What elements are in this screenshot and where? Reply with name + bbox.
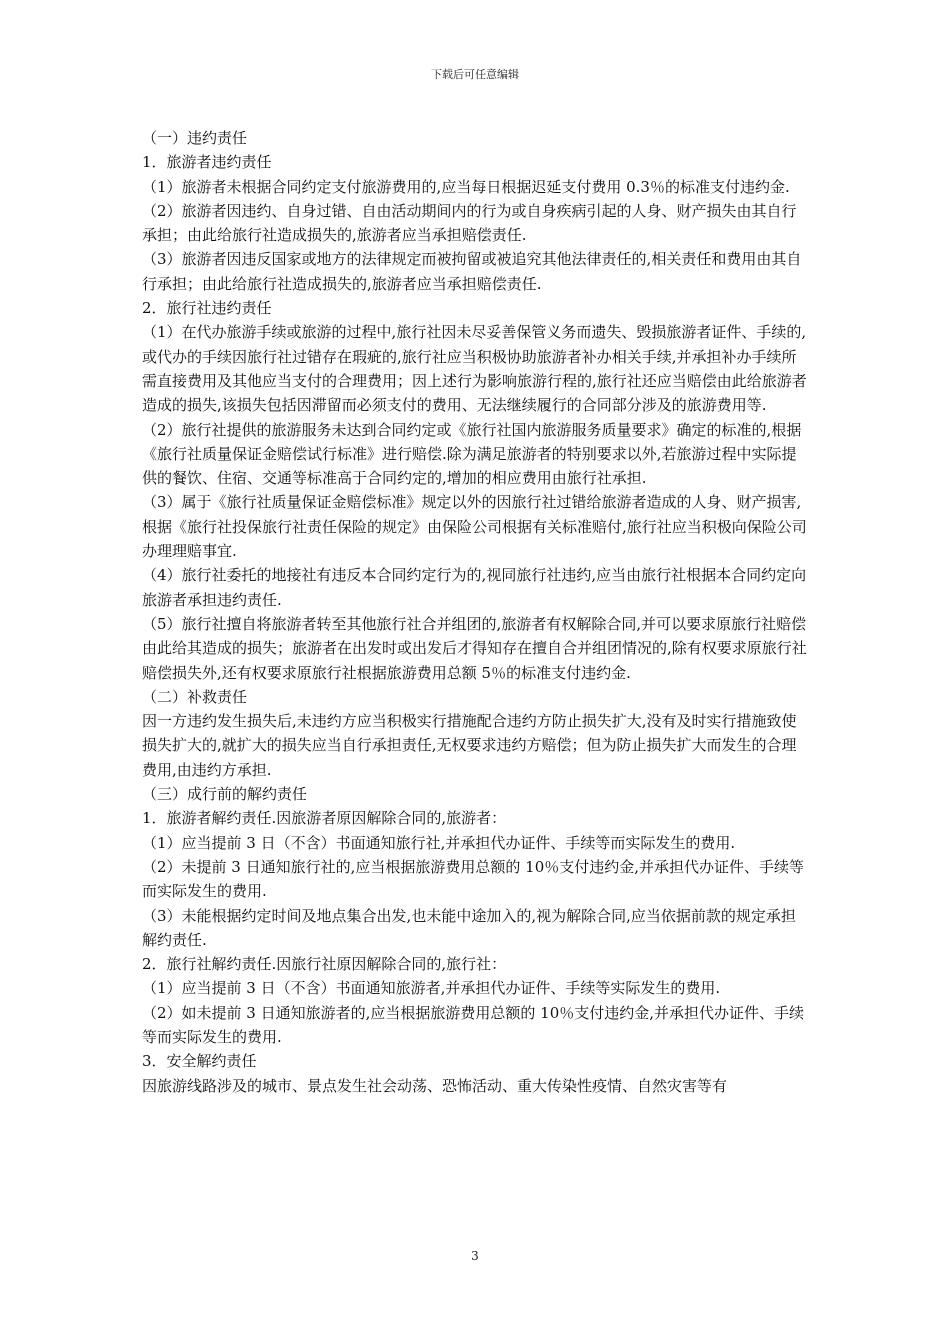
paragraph: （2）未提前 3 日通知旅行社的,应当根据旅游费用总额的 10％支付违约金,并承担代办证件、手续等而实际发生的费用. (142, 857, 805, 901)
section-heading: （一）违约责任 (142, 129, 248, 147)
paragraph: （4）旅行社委托的地接社有违反本合同约定行为的,视同旅行社违约,应当由旅行社根据本合同约定向旅游者承担违约责任. (142, 566, 807, 609)
subsection-heading: 2．旅行社解约责任.因旅行社原因解除合同的,旅行社： (142, 955, 507, 974)
paragraph: （5）旅行社擅自将旅游者转至其他旅行社合并组团的,旅游者有权解除合同,并可以要求原旅行社赔偿由此给其造成的损失；旅游者在出发时或出发后才得知存在擅自合并组团情况的,除有权要求原旅行社赔偿损失外,还有权要求原旅行社根据旅游费用总额 5％的标准支付违约金. (142, 614, 807, 682)
paragraph: （3）旅游者因违反国家或地方的法律规定而被拘留或被追究其他法律责任的,相关责任和费用由其自行承担；由此给旅行社造成损失的,旅游者应当承担赔偿责任. (142, 250, 802, 293)
section-heading: （二）补救责任 (142, 687, 248, 706)
paragraph: （2）如未提前 3 日通知旅游者的,应当根据旅游费用总额的 10％支付违约金,并承担代办证件、手续等而实际发生的费用. (142, 1003, 805, 1046)
subsection-heading: 2．旅行社违约责任 (142, 299, 272, 318)
page-header: 下载后可任意编辑 (431, 68, 519, 81)
paragraph: （1）在代办旅游手续或旅游的过程中,旅行社因未尽妥善保管义务而遗失、毁损旅游者证件、手续的,或代办的手续因旅行社过错存在瑕疵的,旅行社应当积极协助旅游者补办相关手续,并承担补办手续所需直接费用及其他应当支付的合理费用；因上述行为影响旅游行程的,旅行社还应当赔偿由此给旅游者造成的损失,该损失包括因滞留而必须支付的费用、无法继续履行的合同部分涉及的旅游费用等. (142, 323, 807, 415)
paragraph: （1）应当提前 3 日（不含）书面通知旅行社,并承担代办证件、手续等而实际发生的费用. (142, 833, 736, 852)
paragraph: （1）旅游者未根据合同约定支付旅游费用的,应当每日根据迟延支付费用 0.3％的标准支付违约金. (142, 177, 790, 196)
page-number: 3 (471, 1249, 479, 1263)
paragraph: （2）旅行社提供的旅游服务未达到合同约定或《旅行社国内旅游服务质量要求》确定的标准的,根据《旅行社质量保证金赔偿试行标准》进行赔偿.除为满足旅游者的特别要求以外,若旅游过程中实际提供的餐饮、住宿、交通等标准高于合同约定的,增加的相应费用由旅行社承担. (142, 420, 802, 488)
paragraph: （3）属于《旅行社质量保证金赔偿标准》规定以外的因旅行社过错给旅游者造成的人身、财产损害,根据《旅行社投保旅行社责任保险的规定》由保险公司根据有关标准赔付,旅行社应当积极向保险公司办理理赔事宜. (142, 493, 807, 561)
subsection-heading: 1．旅游者违约责任 (142, 153, 272, 172)
paragraph: （2）旅游者因违约、自身过错、自由活动期间内的行为或自身疾病引起的人身、财产损失由其自行承担；由此给旅行社造成损失的,旅游者应当承担赔偿责任. (142, 201, 797, 245)
document-body (142, 126, 808, 1098)
section-heading: （三）成行前的解约责任 (142, 785, 308, 804)
paragraph: （3）未能根据约定时间及地点集合出发,也未能中途加入的,视为解除合同,应当依据前款的规定承担解约责任. (142, 906, 796, 949)
subsection-heading: 1．旅游者解约责任.因旅游者原因解除合同的,旅游者： (142, 809, 507, 828)
paragraph: 因旅游线路涉及的城市、景点发生社会动荡、恐怖活动、重大传染性疫情、自然灾害等有 (142, 1076, 728, 1095)
paragraph: 因一方违约发生损失后,未违约方应当积极实行措施配合违约方防止损失扩大,没有及时实行措施致使损失扩大的,就扩大的损失应当自行承担责任,无权要求违约方赔偿；但为防止损失扩大而发生的合理费用,由违约方承担. (142, 712, 797, 779)
paragraph: （1）应当提前 3 日（不含）书面通知旅游者,并承担代办证件、手续等实际发生的费用. (142, 979, 721, 998)
subsection-heading: 3．安全解约责任 (142, 1052, 257, 1071)
